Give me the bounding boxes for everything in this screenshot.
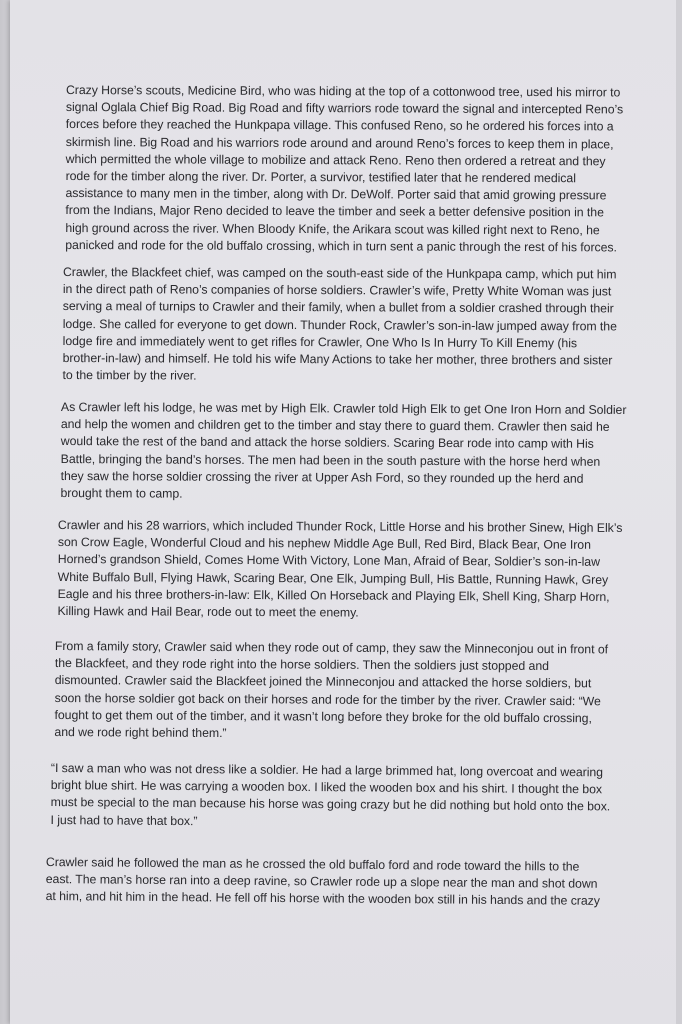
text-line: White Buffalo Bull, Flying Hawk, Scaring Bear, One Elk, Jumping Bull, His Battle, Running Hawk, Grey xyxy=(57,569,609,587)
text-line: brother-in-law) and himself. He told his wife Many Actions to take her mother, three brothers and sister xyxy=(62,350,613,368)
text-line: Eagle and his three brothers-in-law: Elk, Killed On Horseback and Playing Elk, Shell King, Sharp Horn, xyxy=(57,586,610,604)
paragraph-5 xyxy=(54,638,608,745)
text-line: from the Indians, Major Reno decided to leave the timber and seek a better defensive position in the xyxy=(65,203,604,220)
text-line: and help the women and children get to the timber and stay there to guard them. Crawler then said he xyxy=(60,417,610,435)
text-line: Crawler, the Blackfeet chief, was camped on the south-east side of the Hunkpapa camp, which put him xyxy=(62,265,617,282)
text-line: panicked and rode for the old buffalo crossing, which in turn sent a panic through the rest of his forces. xyxy=(65,237,617,255)
text-line: fought to get them out of the timber, and it wasn’t long before they broke for the old buffalo crossing, xyxy=(54,707,592,726)
paragraph-1 xyxy=(65,82,623,256)
text-line: assistance to many men in the timber, along with Dr. DeWolf. Porter said that amid growing pressure xyxy=(65,186,607,203)
text-line: the Blackfeet, and they rode right into the horse soldiers. Then the soldiers just stopped and xyxy=(54,656,549,674)
paragraph-2 xyxy=(62,264,617,387)
text-line: soon the horse soldier got back on their horses and rode for the timber by the river. Crawler said: “We xyxy=(54,690,601,708)
text-line: east. The man’s horse ran into a deep ravine, so Crawler rode up a slope near the man and shot down xyxy=(45,872,598,892)
paragraph-4 xyxy=(57,517,622,623)
text-line: would take the rest of the band and attack the horse soldiers. Scaring Bear rode into camp with His xyxy=(60,434,594,452)
text-line: lodge fire and immediately went to get rifles for Crawler, One Who Is In Hurry To Kill Enemy (his xyxy=(62,333,578,350)
text-line: Killing Hawk and Hail Bear, rode out to meet the enemy. xyxy=(57,603,359,620)
text-line: high ground across the river. When Bloody Knife, the Arikara scout was killed right next to Reno, he xyxy=(65,220,600,237)
text-line: Battle, bringing the band’s horses. The men had been in the south pasture with the horse herd when xyxy=(60,451,601,469)
text-line: As Crawler left his lodge, he was met by High Elk. Crawler told High Elk to get One Iron Horn and Soldier xyxy=(60,400,627,417)
text-line: Crawler and his 28 warriors, which included Thunder Rock, Little Horse and his brother Sinew, High Elk’s xyxy=(57,518,623,535)
text-line: must be special to the man because his horse was going crazy but he did nothing but hold onto the box. xyxy=(50,795,611,814)
text-line: rode for the timber along the river. Dr. Porter, a survivor, testified later that he rendered medical xyxy=(65,168,576,186)
text-line: dismounted. Crawler said the Blackfeet joined the Minneconjou and attacked the horse soldiers, but xyxy=(54,673,592,691)
text-line: in the direct path of Reno’s companies of horse soldiers. Crawler’s wife, Pretty White Woman was just xyxy=(62,282,612,299)
paragraph-3 xyxy=(60,399,626,505)
text-line: bright blue shirt. He was carrying a wooden box. I liked the wooden box and his shirt. I thought the box xyxy=(50,778,603,797)
text-line: and we rode right behind them.” xyxy=(54,724,227,740)
text-line: brought them to camp. xyxy=(60,485,183,501)
text-line: serving a meal of turnips to Crawler and their family, when a bullet from a soldier crashed through their xyxy=(62,299,614,316)
text-line: forces before they reached the Hunkpapa village. This confused Reno, so he ordered his forces into a xyxy=(65,117,614,134)
text-line: son Crow Eagle, Wonderful Cloud and his nephew Middle Age Bull, Red Bird, Black Bear, One Iron xyxy=(57,535,591,552)
text-line: Horned’s grandson Shield, Comes Home With Victory, Lone Man, Afraid of Bear, Soldier’s son-in-law xyxy=(57,552,600,570)
paragraph-6 xyxy=(50,760,610,833)
text-line: to the timber by the river. xyxy=(62,368,197,383)
text-line: skirmish line. Big Road and his warriors rode around and around Reno’s forces to keep them in place, xyxy=(65,134,614,151)
paragraph-7 xyxy=(46,854,601,910)
text-line: they saw the horse soldier crossing the river at Upper Ash Ford, so they rounded up the herd and xyxy=(60,468,584,486)
text-line: lodge. She called for everyone to get down. Thunder Rock, Crawler’s son-in-law jumped away from the xyxy=(62,316,617,333)
sheet-edge xyxy=(676,0,682,1024)
text-line: “I saw a man who was not dress like a soldier. He had a large brimmed hat, long overcoat and wearing xyxy=(50,760,604,780)
text-line: at him, and hit him in the head. He fell off his horse with the wooden box still in his hands and the crazy xyxy=(45,889,600,909)
text-line: which permitted the whole village to mobilize and attack Reno. Reno then ordered a retreat and they xyxy=(65,151,606,169)
text-line: Crawler said he followed the man as he crossed the old buffalo ford and rode toward the hills to the xyxy=(45,854,580,874)
text-line: Crazy Horse’s scouts, Medicine Bird, who was hiding at the top of a cottonwood tree, used his mirror to xyxy=(65,82,621,100)
text-line: I just had to have that box.” xyxy=(50,812,198,828)
text-line: From a family story, Crawler said when they rode out of camp, they saw the Minneconjou out in front of xyxy=(54,639,609,657)
text-line: signal Oglala Chief Big Road. Big Road and fifty warriors rode toward the signal and intercepted Reno’s xyxy=(65,100,624,117)
